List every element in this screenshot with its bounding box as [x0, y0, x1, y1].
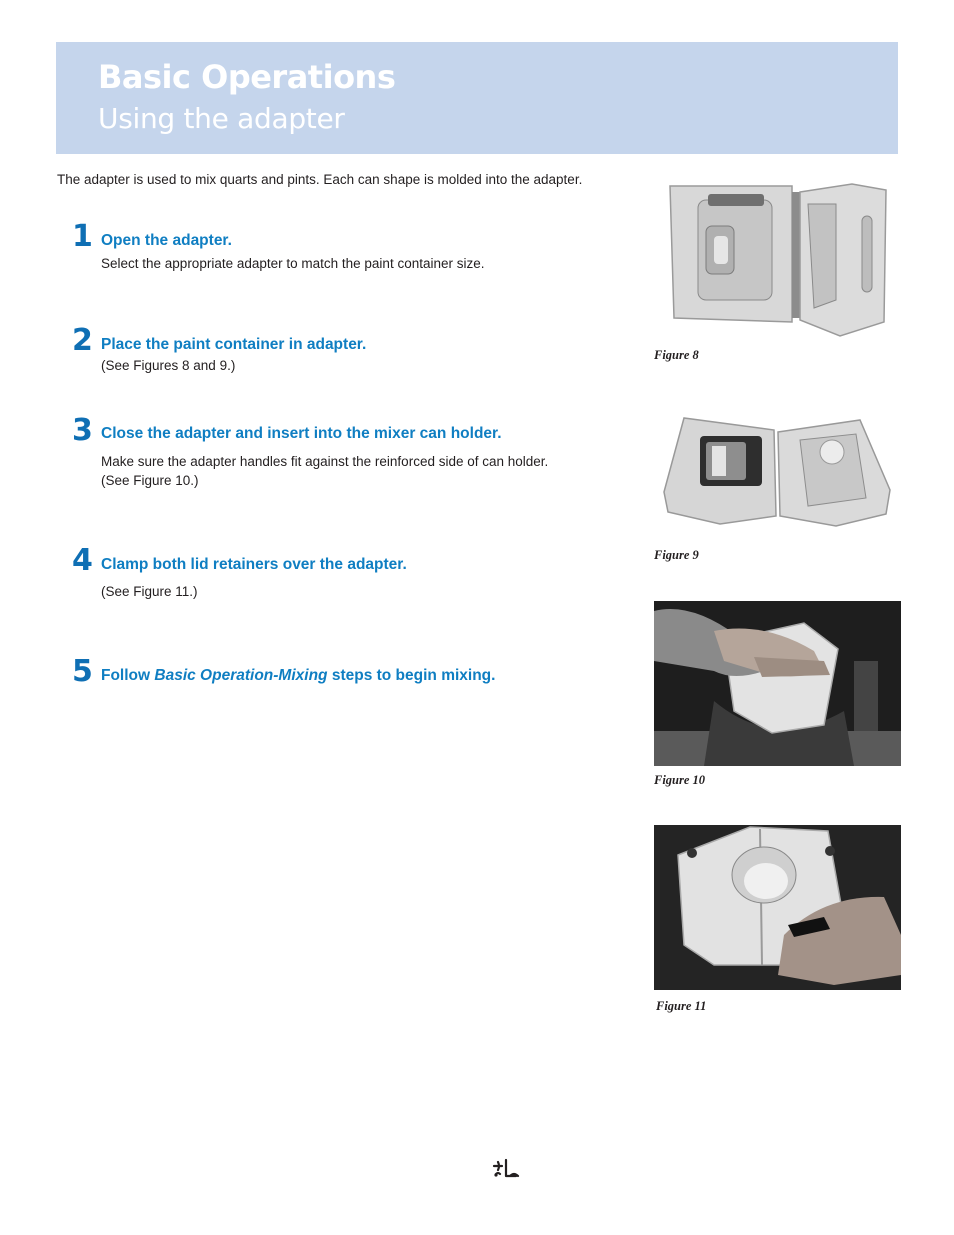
figure-8-caption: Figure 8 [654, 348, 699, 362]
figure-10-photo [654, 601, 901, 766]
step-heading-link-text: Basic Operation-Mixing [154, 667, 328, 684]
step-heading-post: steps to begin mixing. [327, 667, 496, 684]
figure-8-photo [664, 180, 890, 338]
figure-11-caption: Figure 11 [656, 999, 707, 1013]
step-number: 4 [72, 543, 93, 578]
step-heading: Close the adapter and insert into the mixer can holder. [101, 425, 502, 442]
page-number-glyph-icon [492, 1156, 522, 1178]
figure-9-photo [660, 412, 896, 528]
clamp-retainers-illustration [654, 825, 901, 990]
header-banner [56, 42, 898, 154]
figure-9-caption: Figure 9 [654, 548, 699, 562]
step-number: 3 [72, 413, 93, 448]
step-body: Make sure the adapter handles fit against the reinforced side of can holder. [101, 454, 549, 469]
step-number: 5 [72, 654, 93, 689]
step-number: 2 [72, 323, 93, 358]
open-adapter-illustration [664, 180, 890, 338]
page-title: Basic Operations [98, 58, 396, 96]
adapter-with-can-illustration [660, 412, 896, 528]
step-body: (See Figures 8 and 9.) [101, 358, 236, 373]
step-body: (See Figure 10.) [101, 473, 199, 488]
step-body: Select the appropriate adapter to match the paint container size. [101, 256, 485, 271]
step-body: (See Figure 11.) [101, 584, 198, 599]
intro-text: The adapter is used to mix quarts and pints. Each can shape is molded into the adapter. [57, 172, 583, 187]
insert-into-mixer-illustration [654, 601, 901, 766]
step-number: 1 [72, 219, 93, 254]
figure-11-photo [654, 825, 901, 990]
step-heading: Place the paint container in adapter. [101, 336, 367, 353]
step-heading-pre: Follow [101, 667, 155, 684]
figure-10-caption: Figure 10 [654, 773, 706, 787]
step-heading [101, 667, 495, 685]
step-heading: Open the adapter. [101, 232, 232, 249]
step-heading: Clamp both lid retainers over the adapter. [101, 556, 407, 573]
page-subtitle: Using the adapter [98, 102, 345, 135]
